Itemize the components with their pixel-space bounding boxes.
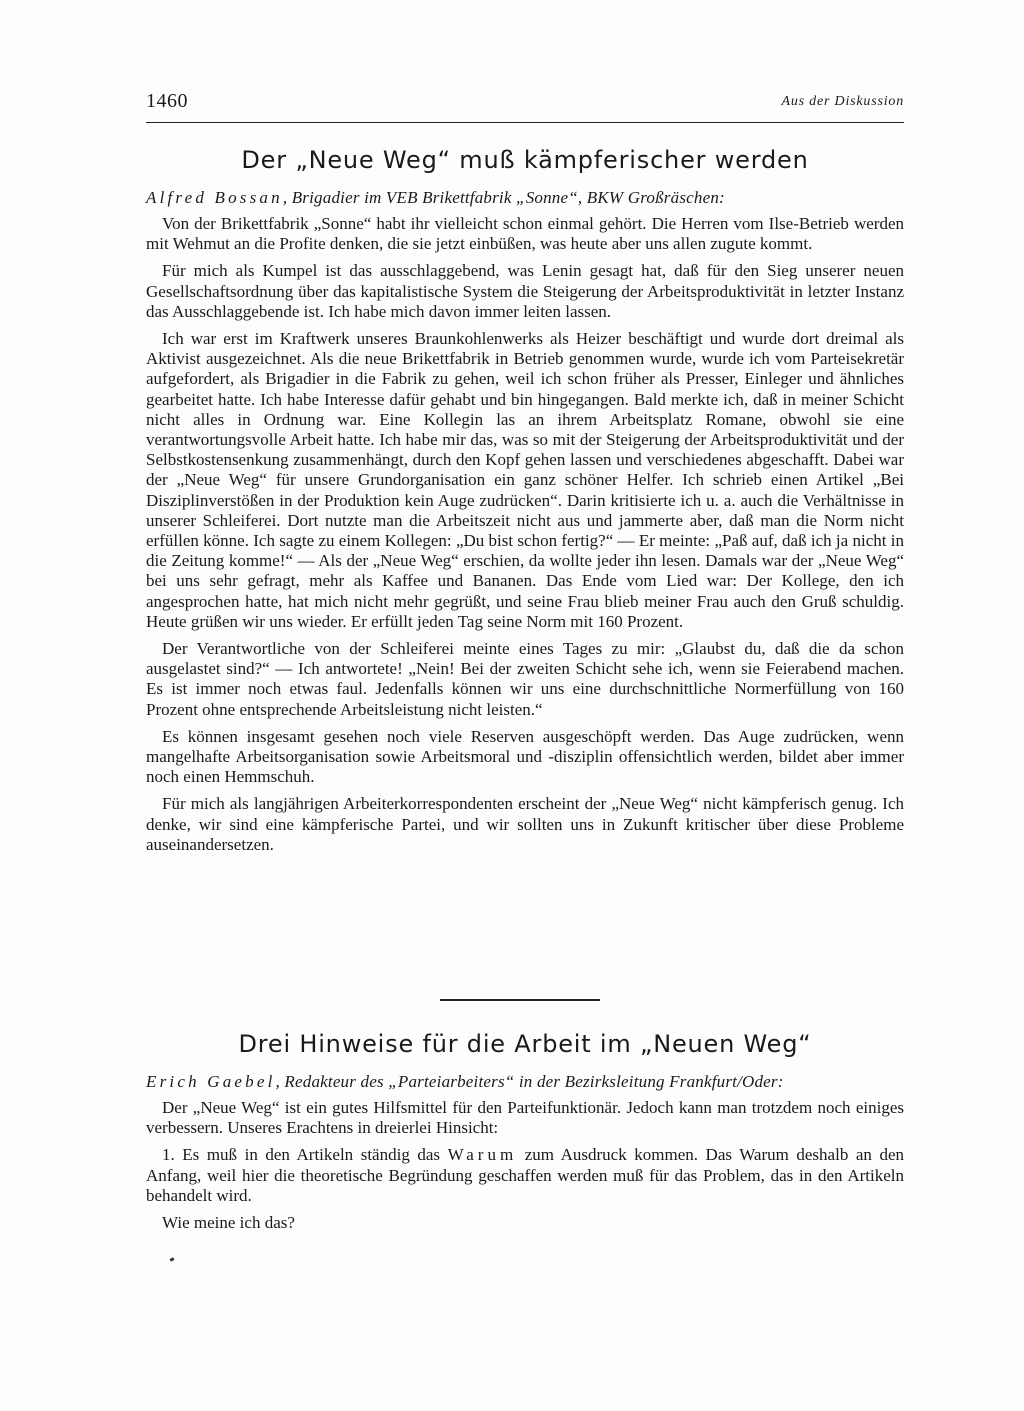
ink-mark bbox=[170, 1257, 175, 1262]
article-1-byline bbox=[146, 188, 904, 208]
article-1-paragraph-6: Für mich als langjährigen Arbeiterkorrespondenten erscheint der „Neue Weg“ nicht kämpferisch genug. Ich denke, wir sind eine kämpferische Partei, und wir sollten uns in Zukunft kritischer über diese Probleme auseinandersetzen. bbox=[146, 794, 904, 854]
article-2-title: Drei Hinweise für die Arbeit im „Neuen Weg“ bbox=[238, 1030, 812, 1058]
page-number: 1460 bbox=[146, 90, 188, 112]
article-2-point-1 bbox=[146, 1145, 904, 1206]
article-2 bbox=[146, 1028, 904, 1240]
running-head: Aus der Diskussion bbox=[781, 94, 904, 109]
article-1-author-name: Alfred Bossan bbox=[146, 188, 283, 207]
section-divider bbox=[440, 999, 600, 1001]
article-1 bbox=[146, 144, 904, 862]
article-1-paragraph-5: Es können insgesamt gesehen noch viele Reserven ausgeschöpft werden. Das Auge zudrücken, wenn mangelhafte Arbeitsorganisation sowie Arbeitsmoral und -disziplin offensichtlich werden, bildet aber immer noch einen Hemmschuh. bbox=[146, 726, 904, 787]
article-2-point-1-emphasis: Warum bbox=[447, 1145, 518, 1165]
article-2-point-1-start: 1. Es muß in den Artikeln ständig das bbox=[162, 1145, 448, 1165]
article-1-author-role: , Brigadier im VEB Brikettfabrik „Sonne“, BKW Großräschen: bbox=[282, 188, 725, 207]
article-1-paragraph-3: Ich war erst im Kraftwerk unseres Braunkohlenwerks als Heizer beschäftigt und wurde dort dreimal als Aktivist ausgezeichnet. Als die neue Brikettfabrik in Betrieb genommen wurde, wurde ich vom Parteisekretär aufgefordert, als Brigadier in die Fabrik zu gehen, weil ich schon früher als Presser, Einleger und ähnliches gearbeitet hatte. Ich habe Interesse dafür gehabt und bin hingegangen. Bald merkte ich, daß in meiner Schicht nicht alles in Ordnung war. Eine Kollegin las an ihrem Arbeitsplatz Romane, obwohl sie eine verantwortungsvolle Arbeit hatte. Ich habe mir das, was so mit der Steigerung der Arbeitsproduktivität und der Selbstkostensenkung zusammenhängt, durch den Kopf gehen lassen und verschiedenes abgeschafft. Dabei war der „Neue Weg“ für unsere Grundorganisation ein ganz schöner Helfer. Ich schrieb einen Artikel „Bei Disziplinverstößen in der Produktion kein Auge zudrücken“. Darin kritisierte ich u. a. auch die Verhältnisse in unserer Schleiferei. Dort nutzte man die Arbeitszeit nicht aus und jammerte aber, daß man die Norm nicht erfüllen könne. Ich sagte zu einem Kollegen: „Du bist schon fertig?“ — Er meinte: „Paß auf, daß ich ja nicht in die Zeitung komme!“ — Als der „Neue Weg“ erschien, da wollte jeder ihn lesen. Damals war der „Neue Weg“ bei uns sehr gefragt, mehr als Kaffee und Bananen. Das Ende vom Lied war: Der Kollege, den ich angesprochen hatte, hat mich nicht mehr gegrüßt, und seine Frau blieb meiner Frau auch den Gruß schuldig. Heute grüßen wir uns wieder. Er erfüllt jeden Tag seine Norm mit 160 Prozent. bbox=[146, 329, 904, 631]
article-1-paragraph-4: Der Verantwortliche von der Schleiferei meinte eines Tages zu mir: „Glaubst du, daß die da schon ausgelastet sind?“ — Ich antwortete! „Nein! Bei der zweiten Schicht sehe ich, wenn sie Feierabend machen. Es ist immer noch etwas faul. Jedenfalls können wir uns eine durchschnittliche Normerfüllung von 160 Prozent ohne entsprechende Arbeitsleistung nicht leisten.“ bbox=[146, 639, 904, 719]
article-2-point-1-end: zum Ausdruck kommen. Das Warum deshalb an den Anfang, weil hier die theoretische Begründung geschaffen werden muß für das Problem, das in den Artikeln behandelt wird. bbox=[146, 1145, 904, 1205]
page-header bbox=[146, 90, 904, 122]
article-1-paragraph-1: Von der Brikettfabrik „Sonne“ habt ihr vielleicht schon einmal gehört. Die Herren vom Ilse-Betrieb werden mit Wehmut an die Profite denken, die sie jetzt einbüßen, was heute aber uns allen zugute kommt. bbox=[146, 214, 904, 254]
article-2-byline bbox=[146, 1072, 904, 1092]
header-rule bbox=[146, 122, 904, 123]
article-1-body bbox=[146, 214, 904, 855]
article-2-author-role: , Redakteur des „Parteiarbeiters“ in der Bezirksleitung Frankfurt/Oder: bbox=[275, 1072, 784, 1091]
article-1-title: Der „Neue Weg“ muß kämpferischer werden bbox=[241, 146, 809, 174]
article-2-paragraph-2: Wie meine ich das? bbox=[162, 1213, 295, 1233]
article-2-paragraph-1: Der „Neue Weg“ ist ein gutes Hilfsmittel für den Parteifunktionär. Jedoch kann man trotzdem noch einiges verbessern. Unseres Erachtens in dreierlei Hinsicht: bbox=[146, 1098, 904, 1138]
article-2-body bbox=[146, 1098, 904, 1233]
article-2-author-name: Erich Gaebel bbox=[146, 1072, 276, 1091]
article-1-paragraph-2: Für mich als Kumpel ist das ausschlaggebend, was Lenin gesagt hat, daß für den Sieg unserer neuen Gesellschaftsordnung über das kapitalistische System die Steigerung der Arbeitsproduktivität in letzter Instanz das Ausschlaggebende ist. Ich habe mich davon immer leiten lassen. bbox=[146, 261, 904, 321]
